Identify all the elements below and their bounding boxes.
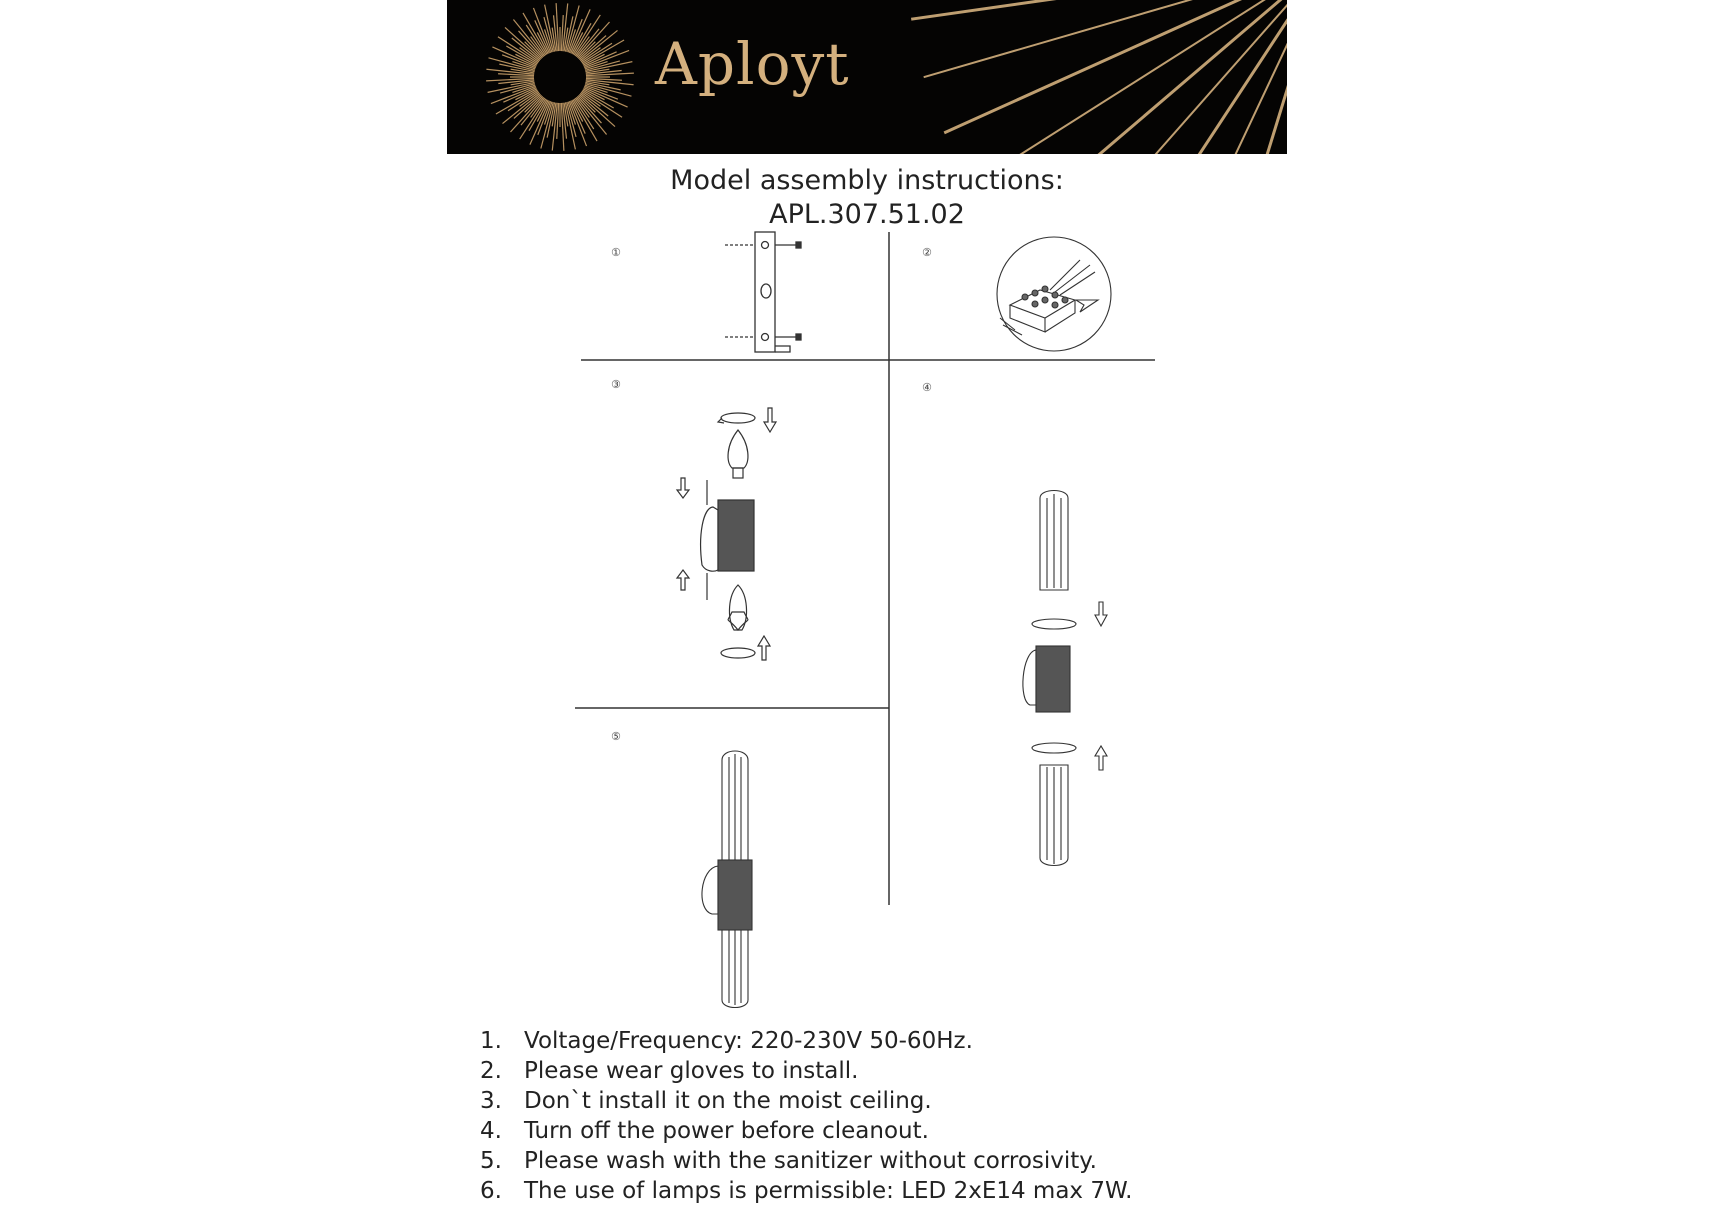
wall-bracket-icon	[725, 232, 801, 352]
model-number: APL.307.51.02	[769, 199, 965, 230]
step-number-1: ①	[611, 246, 621, 259]
brand-name: Aployt	[655, 30, 850, 98]
note-item: 3. Don`t install it on the moist ceiling.	[480, 1088, 932, 1114]
document-title: Model assembly instructions:	[670, 165, 1064, 196]
instruction-notes	[480, 1026, 1132, 1206]
step-number-5: ⑤	[611, 730, 621, 743]
note-item: 1. Voltage/Frequency: 220-230V 50-60Hz.	[480, 1028, 973, 1054]
shade-installation-icon	[1023, 491, 1107, 866]
note-item: 4. Turn off the power before cleanout.	[480, 1118, 929, 1144]
terminal-block-icon	[997, 237, 1111, 351]
step-number-2: ②	[922, 246, 932, 259]
bulb-installation-icon	[677, 408, 776, 660]
note-item: 5. Please wash with the sanitizer without corrosivity.	[480, 1148, 1097, 1174]
note-item: 6. The use of lamps is permissible: LED 2xE14 max 7W.	[480, 1178, 1133, 1204]
step-number-4: ④	[922, 381, 932, 394]
note-item: 2. Please wear gloves to install.	[480, 1058, 859, 1084]
step-number-3: ③	[611, 378, 621, 391]
assembled-lamp-icon	[702, 751, 752, 1008]
